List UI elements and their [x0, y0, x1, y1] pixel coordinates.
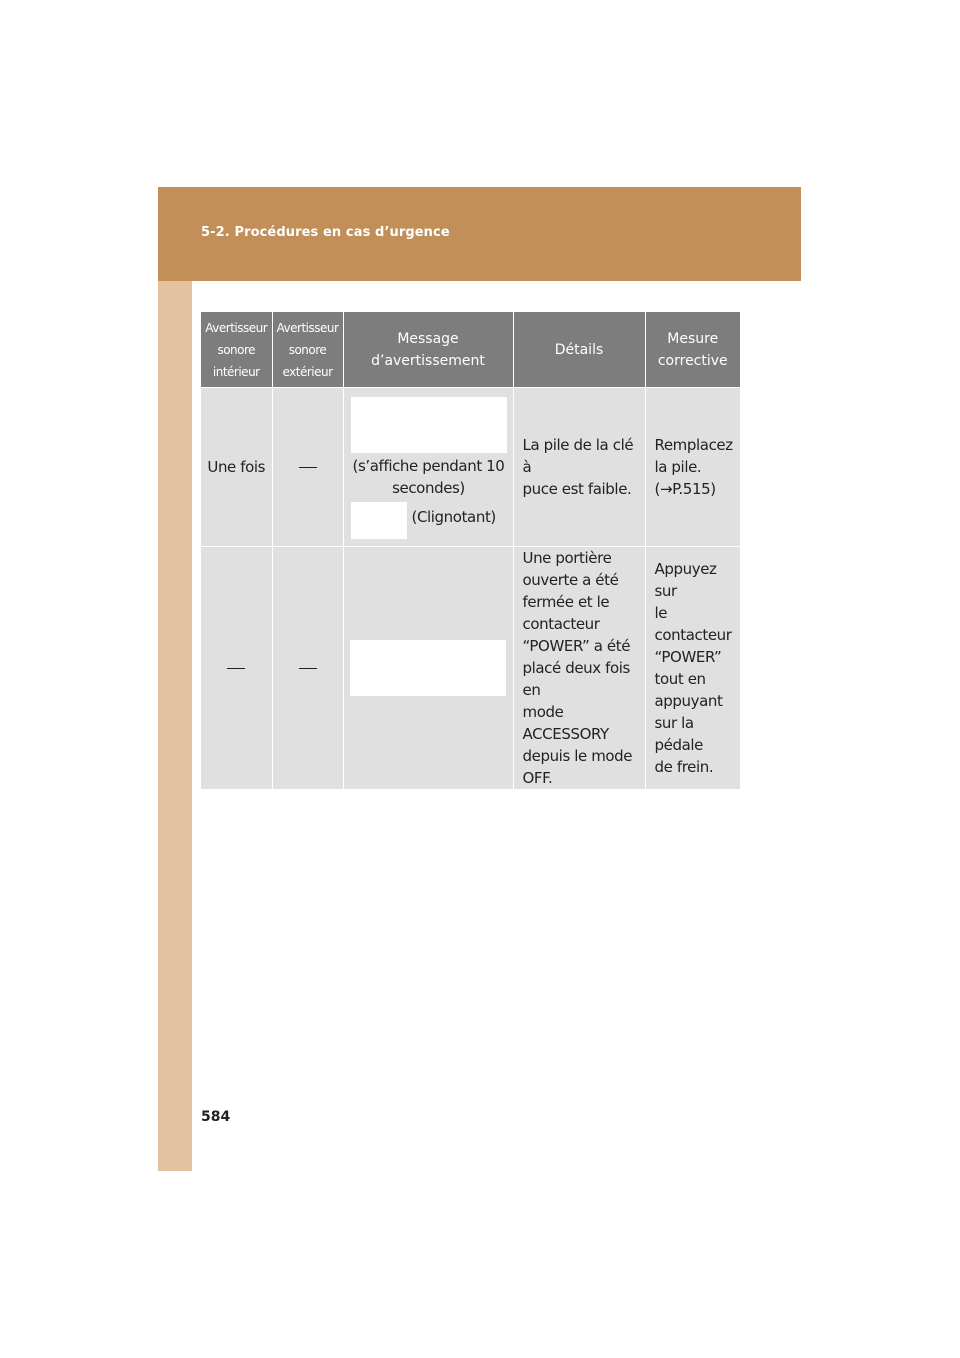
header-line: sonore — [288, 342, 327, 357]
header-line: Détails — [554, 341, 604, 358]
header-line: Message — [397, 330, 459, 347]
col-header-measure — [645, 312, 740, 388]
cell-measure — [645, 388, 740, 547]
cell-line: fermée et le — [522, 593, 610, 611]
header-line: Avertisseur — [276, 320, 339, 335]
cell-line: la pile. — [654, 458, 702, 476]
header-line: Mesure — [667, 330, 719, 347]
cell-line: “POWER” — [654, 648, 722, 666]
cell-line: mode — [522, 703, 564, 721]
cell-details — [513, 547, 645, 790]
cell-details — [513, 388, 645, 547]
page-reference: (→P.515) — [654, 480, 716, 498]
cell-line: ACCESSORY — [522, 725, 609, 743]
col-header-interior-buzzer — [201, 312, 272, 388]
message-display-image — [351, 397, 507, 453]
page-number: 584 — [201, 1109, 231, 1125]
cell-line: puce est faible. — [522, 480, 632, 498]
blinking-indicator-image — [351, 502, 407, 539]
cell-line: sur la pédale — [654, 714, 703, 754]
blinking-note: (Clignotant) — [411, 508, 496, 526]
header-line: intérieur — [212, 364, 260, 379]
cell-text: Une fois — [207, 458, 266, 476]
col-header-exterior-buzzer — [272, 312, 343, 388]
cell-line: contacteur — [654, 626, 732, 644]
section-title: 5-2. Procédures en cas d’urgence — [201, 225, 450, 240]
cell-line: placé deux fois en — [522, 659, 630, 699]
cell-line: Une portière — [522, 549, 612, 567]
cell-message — [343, 388, 513, 547]
side-margin-strip — [158, 281, 192, 1171]
warning-table — [201, 312, 740, 789]
header-line: Avertisseur — [205, 320, 268, 335]
cell-message — [343, 547, 513, 790]
dash-mark — [227, 668, 245, 669]
cell-exterior — [272, 547, 343, 790]
cell-measure — [645, 547, 740, 790]
cell-line: appuyant — [654, 692, 723, 710]
cell-line: le — [654, 604, 668, 622]
cell-line: tout en — [654, 670, 706, 688]
dash-mark — [299, 467, 317, 468]
cell-exterior — [272, 388, 343, 547]
dash-mark — [299, 668, 317, 669]
table-row — [201, 547, 740, 790]
cell-interior — [201, 388, 272, 547]
table-header-row — [201, 312, 740, 388]
header-line: corrective — [657, 352, 728, 369]
cell-line: secondes) — [392, 479, 465, 497]
cell-line: de frein. — [654, 758, 714, 776]
header-line: extérieur — [282, 364, 333, 379]
cell-line: ouverte a été — [522, 571, 619, 589]
col-header-details — [513, 312, 645, 388]
section-header-band — [158, 187, 801, 281]
cell-line: (s’affiche pendant 10 — [352, 457, 505, 475]
col-header-message — [343, 312, 513, 388]
cell-line: “POWER” a été — [522, 637, 631, 655]
cell-line: Appuyez sur — [654, 560, 717, 600]
table-row — [201, 388, 740, 547]
cell-interior — [201, 547, 272, 790]
cell-line: Remplacez — [654, 436, 733, 454]
cell-line: La pile de la clé à — [522, 436, 634, 476]
message-note — [344, 455, 514, 499]
message-display-image — [350, 640, 506, 696]
header-line: sonore — [217, 342, 256, 357]
cell-line: contacteur — [522, 615, 600, 633]
cell-line: depuis le mode — [522, 747, 633, 765]
header-line: d’avertissement — [371, 352, 485, 369]
cell-line: OFF. — [522, 769, 553, 787]
